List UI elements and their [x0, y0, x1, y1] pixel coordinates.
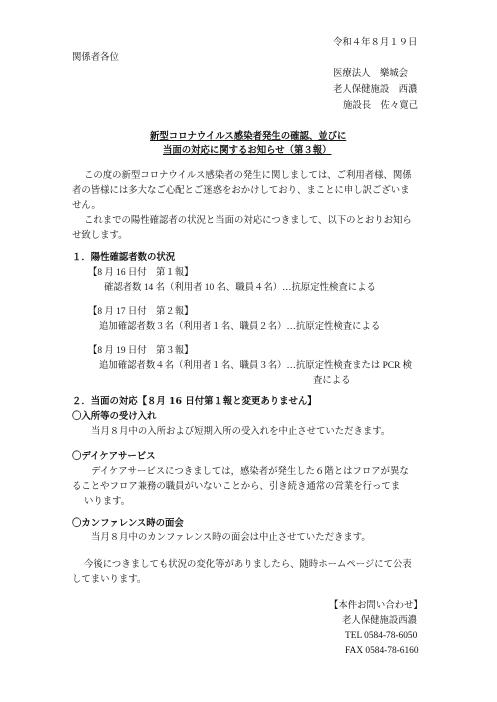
daycare-heading: 〇デイケアサービス [72, 451, 156, 462]
sender-director: 施設長 佐々寛己 [343, 100, 419, 111]
admission-text: 当月８月中の入所および短期入所の受入れを中止させていただきます。 [91, 426, 391, 437]
title-line-1: 新型コロナウイルス感染者発生の確認、並びに [150, 131, 347, 142]
conference-text: 当月８月中のカンファレンス時の面会は中止させていただきます。 [91, 532, 371, 543]
sender-corporation: 医療法人 樂城会 [333, 68, 409, 79]
report-1-detail: 確認者数 14 名（利用者 10 名、職員４名）…抗原定性検査による [104, 283, 376, 293]
intro-paragraph-2-line-2: せ致します。 [72, 230, 128, 241]
addressee: 関係者各位 [72, 52, 119, 63]
admission-heading: 〇入所等の受け入れ [72, 411, 157, 422]
issue-date: 令和４年８月１９日 [333, 37, 418, 48]
report-3-detail-line-1: 追加確認者数４名（利用者１名、職員３名）…抗原定性検査または PCR 検 [99, 361, 413, 371]
daycare-text-line-3: いります。 [84, 496, 131, 507]
contact-facility: 老人保健施設西濃 [342, 615, 418, 626]
conference-heading: 〇カンファレンス時の面会 [72, 518, 184, 529]
report-1-label: 【8 月 16 日付 第１報】 [88, 268, 194, 278]
contact-fax: FAX 0584-78-6160 [345, 646, 419, 656]
daycare-text-line-1: デイケアサービスにつきましては，感染者が発生した６階とはフロアが異な [91, 466, 409, 477]
closing-line-1: 今後につきましても状況の変化等がありましたら、随時ホームページにて公表 [84, 559, 412, 570]
report-3-label: 【8 月 19 日付 第３報】 [88, 346, 194, 356]
section1-heading: １．陽性確認者数の状況 [72, 252, 176, 263]
intro-paragraph-2-line-1: これまでの陽性確認者の状況と当面の対応につきまして、以下のとおりお知ら [84, 215, 412, 226]
section2-heading: ２．当面の対応【８月 16 日付第１報と変更ありません】 [72, 396, 317, 407]
daycare-text-line-2: ることやフロア兼務の職員がいないことから、引き続き通常の営業を行ってま [72, 481, 401, 492]
contact-heading: 【本件お問い合わせ】 [329, 600, 423, 611]
sender-facility: 老人保健施設 西濃 [333, 84, 418, 95]
report-2-label: 【8 月 17 日付 第２報】 [88, 307, 194, 317]
report-3-detail-line-2: 査による [313, 376, 351, 386]
intro-paragraph-1-line-2: 者の皆様には多大なご心配とご迷惑をおかけしており、まことに申し訳ございま [72, 185, 410, 196]
intro-paragraph-1-line-3: せん。 [72, 200, 101, 211]
report-2-detail: 追加確認者数３名（利用者１名、職員２名）…抗原定性検査による [99, 322, 381, 332]
closing-line-2: してまいります。 [72, 574, 147, 585]
title-line-2: 当面の対応に関するお知らせ（第３報） [163, 145, 332, 156]
contact-tel: TEL 0584-78-6050 [345, 631, 418, 641]
intro-paragraph-1-line-1: この度の新型コロナウイルス感染者の発生に関しましては、ご利用者様、関係 [84, 170, 412, 181]
